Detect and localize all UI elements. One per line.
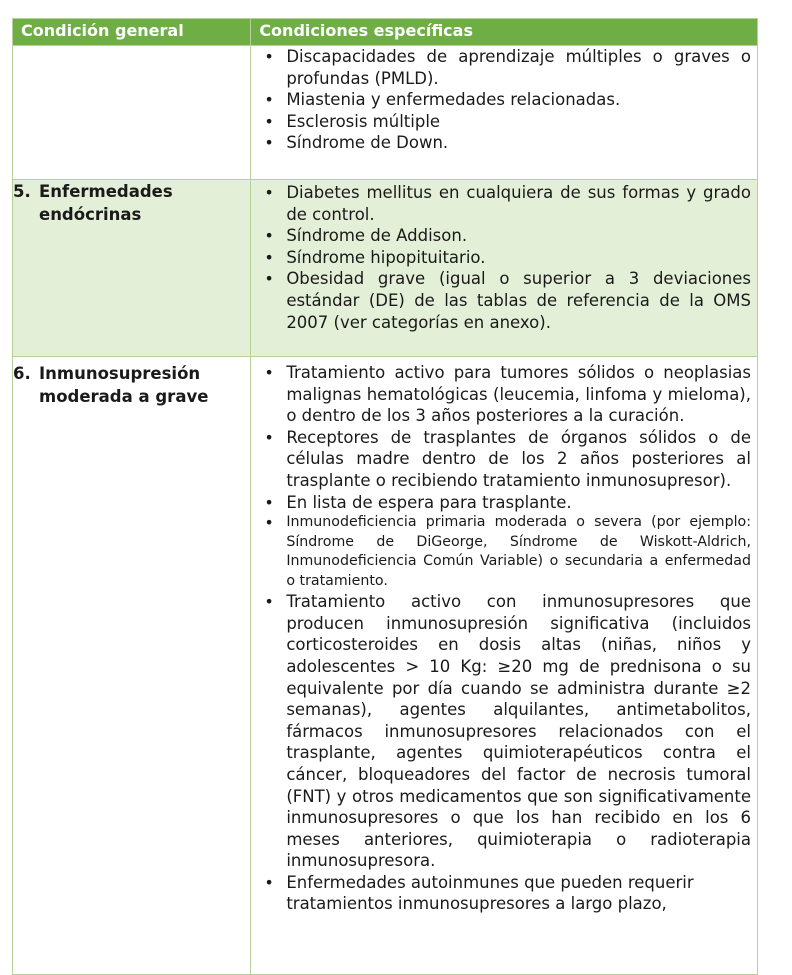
list-item: • En lista de espera para trasplante. [257,492,751,514]
list-item: • Diabetes mellitus en cualquiera de sus formas y grado de control. [257,182,751,225]
condition-name: Enfermedades endócrinas [39,182,173,224]
table-header-row [13,19,758,46]
list-item: • Síndrome de Down. [257,132,751,154]
list-item: • Tratamiento activo para tumores sólidos o neoplasias malignas hematológicas (leucemia, linfoma y mieloma), o dentro de los 3 años posteriores a la curación. [257,362,751,427]
table-row [13,357,758,975]
list-item: • Receptores de trasplantes de órganos sólidos o de células madre dentro de los 2 años posteriores al trasplante o recibiendo tratamiento inmunosupresor). [257,427,751,492]
list-item: • Esclerosis múltiple [257,111,751,133]
specific-conditions-cell [251,357,758,975]
list-item: • Miastenia y enfermedades relacionadas. [257,89,751,111]
specific-conditions-cell [251,46,758,180]
condition-name: Inmunosupresión moderada a grave [39,364,209,406]
table-row [13,46,758,180]
specific-conditions-list [251,357,757,915]
list-item: • Tratamiento activo con inmunosupresores que producen inmunosupresión significativa (incluidos corticosteroides en dosis altas (niñas, niños y adolescentes > 10 Kg: ≥20 mg de prednisona o su equivalente por día cuando se administra durante ≥2 semanas), agentes alquilantes, antimetabolitos, fármacos inmunosupresores relacionados con el trasplante, agentes quimioterapéuticos contra el cáncer, bloqueadores del factor de necrosis tumoral (FNT) y otros medicamentos que son significativamente inmunosupresores o que los han recibido en los 6 meses anteriores, quimioterapia o radioterapia inmunosupresora. [257,591,751,872]
header-specific-conditions: Condiciones específicas [251,19,758,46]
list-item: • Enfermedades autoinmunes que pueden requerir tratamientos inmunosupresores a largo plazo, [257,872,751,915]
list-item: • Síndrome de Addison. [257,225,751,247]
list-item: • Síndrome hipopituitario. [257,247,751,269]
header-general-condition: Condición general [13,19,251,46]
list-item: • Discapacidades de aprendizaje múltiples o graves o profundas (PMLD). [257,46,751,89]
specific-conditions-list [251,180,757,333]
list-item: • Inmunodeficiencia primaria moderada o severa (por ejemplo: Síndrome de DiGeorge, Síndrome de Wiskott-Aldrich, Inmunodeficiencia Común Variable) o secundaria a enfermedad o tratamiento. [257,513,751,591]
list-item: • Obesidad grave (igual o superior a 3 deviaciones estándar (DE) de las tablas de referencia de la OMS 2007 (ver categorías en anexo). [257,268,751,333]
condition-number: 6. [13,364,31,383]
condition-number: 5. [13,182,31,201]
general-condition-cell [13,357,251,975]
general-condition-cell [13,46,251,180]
specific-conditions-cell [251,180,758,357]
general-condition-cell [13,180,251,357]
table-row [13,180,758,357]
conditions-table [12,18,758,975]
specific-conditions-list [251,46,757,154]
